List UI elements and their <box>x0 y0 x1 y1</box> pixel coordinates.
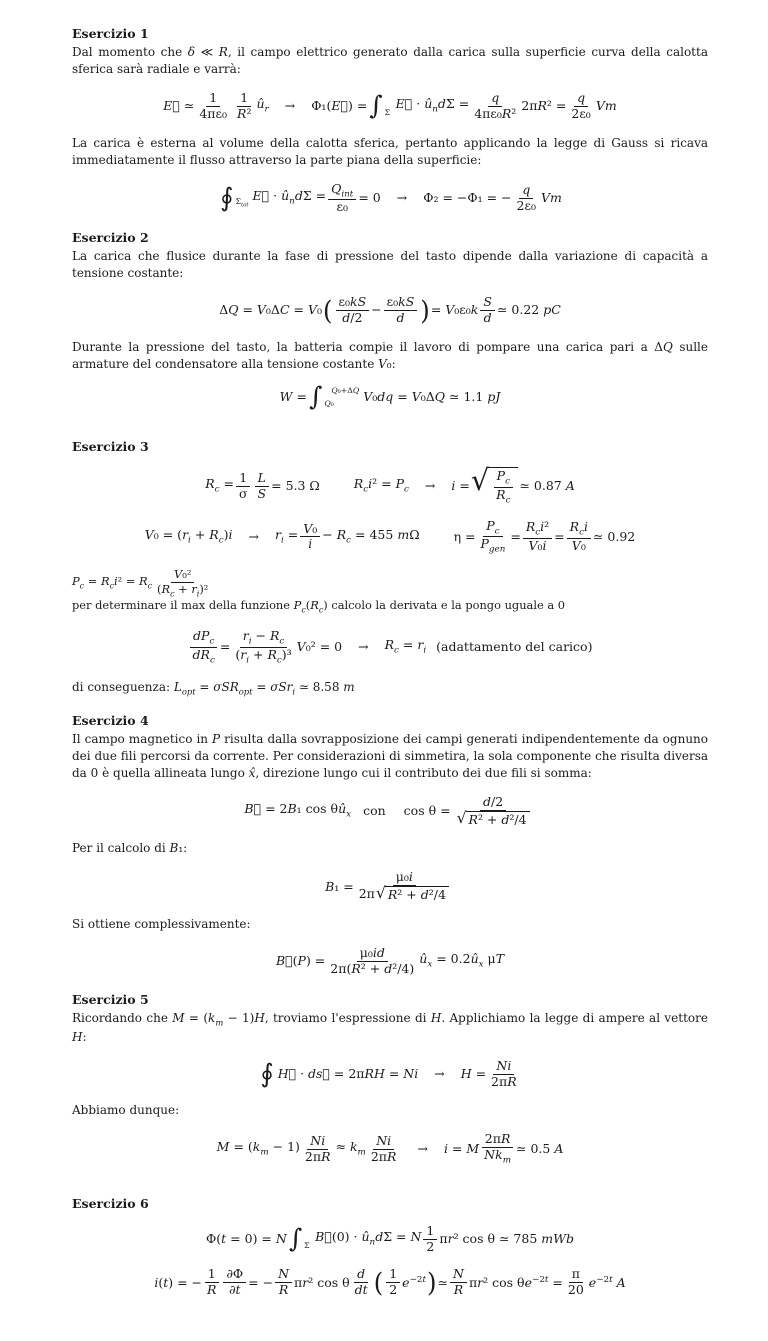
fraction-denominator: 2πR <box>491 1073 517 1089</box>
fraction-numerator: ε₀kS <box>336 295 370 311</box>
math-text: V₀² = 0 <box>296 639 343 655</box>
fraction-denominator <box>453 808 534 828</box>
integral <box>220 182 249 213</box>
fraction <box>453 795 534 828</box>
fraction <box>204 1267 219 1298</box>
fraction-numerator: S <box>480 295 495 311</box>
fraction <box>356 870 453 903</box>
fraction-numerator: q <box>488 91 502 107</box>
integral-lower-limit: Σ <box>384 107 391 117</box>
math-text: $r_i$ = <box>274 526 299 546</box>
fraction-numerator: π <box>569 1267 583 1283</box>
exercise-6-equation-1 <box>72 1224 708 1255</box>
fraction-denominator: d <box>396 310 405 325</box>
fraction-denominator: 2ε₀ <box>571 105 591 121</box>
exercise-4-equation-1 <box>72 795 708 828</box>
fraction-numerator: d/2 <box>480 795 506 811</box>
math-text: → <box>417 1141 428 1157</box>
exercise-5-paragraph-1: Ricordando che $M = (k_m - 1)H$, troviamo l'espressione di H. Applichiamo la legge di ampere al vettore H: <box>72 1010 708 1044</box>
fraction-denominator: R <box>278 1282 289 1298</box>
exercise-2-equation-2 <box>72 381 708 412</box>
math-text: $e^{-2t}$ A <box>588 1274 626 1290</box>
fraction-numerator: $P_c$ <box>483 519 502 538</box>
math-text: E⃗ · $û_nd\Sigma$ = <box>395 96 470 115</box>
fraction <box>232 629 294 666</box>
integral-lower-limit: Q₀ <box>324 398 334 408</box>
math-text: i(t) = − <box>154 1274 203 1290</box>
fraction-denominator: σ <box>239 485 248 501</box>
exercise-5-equation-2 <box>72 1132 708 1166</box>
fraction-denominator: V₀i <box>528 537 547 553</box>
fraction <box>275 1267 292 1298</box>
fraction <box>236 471 251 502</box>
math-spacer <box>233 536 249 537</box>
fraction-denominator <box>356 886 453 903</box>
integral <box>260 1058 274 1089</box>
fraction-numerator: 1 <box>206 91 220 107</box>
math-text: cos θ = <box>403 803 451 819</box>
math-text: per determinare il max della funzione $P_c(R_c)$ calcolo la derivata e la pongo uguale a 0 <box>72 598 565 615</box>
fraction-numerator: N <box>275 1267 292 1283</box>
fraction <box>336 295 370 326</box>
fraction-numerator: ε₀kS <box>384 295 418 311</box>
fraction-numerator: μ₀id <box>357 946 388 962</box>
math-text: = 0 <box>358 190 381 206</box>
math-text: W = <box>279 389 307 405</box>
integral-sign: ∫ <box>288 1223 303 1254</box>
math-text: con <box>363 803 386 819</box>
math-spacer <box>381 198 397 199</box>
exercise-5-section <box>72 992 708 1166</box>
math-spacer <box>426 647 436 648</box>
square-root <box>470 462 519 506</box>
math-text: 2π <box>358 886 375 902</box>
math-text: B₁ = <box>325 878 354 894</box>
math-text: R² + d²/4 <box>468 811 527 827</box>
exercise-1-equation-1 <box>72 91 708 122</box>
fraction <box>450 1267 467 1298</box>
integral-sign: ∮ <box>220 182 234 213</box>
big-parenthesis: ( <box>323 294 333 326</box>
radical-sign: √ <box>375 884 386 903</box>
exercise-4-paragraph-1: Il campo magnetico in P risulta dalla sovrapposizione dei campi generati indipendentemente da ognuno dei due fili percorsi da corrente. Per considerazioni di simmetira, la sola componente che risulta diversa da 0 è quella allineata lungo x̂, direzione lungo cui il contributo dei due fili si somma: <box>72 731 708 780</box>
fraction-denominator: 20 <box>567 1282 584 1298</box>
math-text: ≈ $k_m$ <box>335 1139 366 1158</box>
fraction <box>423 1224 437 1255</box>
fraction <box>300 522 320 553</box>
math-text: $R_ci^2 = P_c$ <box>353 476 409 495</box>
fraction-denominator: R² <box>237 105 252 121</box>
fraction <box>190 629 218 666</box>
math-text: ≃ 0.22 pC <box>496 302 561 318</box>
exercise-5-heading: Esercizio 5 <box>72 991 149 1007</box>
fraction-denominator: 2 <box>389 1282 398 1298</box>
math-spacer <box>386 811 404 812</box>
fraction <box>478 519 509 556</box>
math-text: $R_c = r_i$ <box>384 637 427 656</box>
exercise-1-paragraph-2: La carica è esterna al volume della calotta sferica, pertanto applicando la legge di Gauss si ricava immediatamente il flusso attraverso la parte piana della superficie: <box>72 135 708 167</box>
radicand <box>466 811 530 828</box>
math-spacer <box>351 811 363 812</box>
fraction-numerator: $r_i - R_c$ <box>240 629 288 648</box>
exercise-2-heading: Esercizio 2 <box>72 230 149 246</box>
fraction-denominator: d <box>483 310 492 325</box>
square-root <box>376 886 449 903</box>
math-text: (adattamento del carico) <box>436 639 593 655</box>
math-text: − $R_c = 455$ mΩ <box>322 526 420 546</box>
exercise-3-paragraph-1: di conseguenza: $L_{opt} = \sigma SR_{opt} = \sigma Sr_i$ ≃ 8.58 m <box>72 679 355 696</box>
exercise-6-equation-2 <box>72 1267 708 1298</box>
fraction-denominator: R <box>453 1282 464 1298</box>
exercise-4-equation-2 <box>72 870 708 903</box>
exercise-4-section <box>72 713 708 977</box>
fraction-denominator: S <box>257 485 267 501</box>
math-text: πr² cos θ ≃ 785 mWb <box>439 1231 574 1247</box>
fraction-numerator: ∂Φ <box>223 1267 246 1283</box>
math-text: $R_c$ = <box>205 476 234 495</box>
fraction-numerator: 1 <box>236 471 250 487</box>
integral-lower-limit: $\Sigma_{tot}$ <box>235 197 249 209</box>
math-text: = <box>219 639 231 655</box>
exercise-4-equation-3 <box>72 946 708 977</box>
exercise-1-paragraph-1: Dal momento che δ ≪ R, il campo elettrico generato dalla carica sulla superficie curva della calotta sferica sarà radiale e varrà: <box>72 45 708 77</box>
fraction-numerator: $R_ci^2$ <box>523 520 552 539</box>
exercise-5-equation-1 <box>72 1059 708 1090</box>
math-text: → <box>248 528 259 544</box>
math-spacer <box>342 647 358 648</box>
fraction-denominator: ε₀ <box>336 199 348 215</box>
integral-limits <box>235 187 248 210</box>
square-root <box>456 808 530 828</box>
exercise-6-section <box>72 1196 708 1298</box>
fraction <box>386 1267 400 1298</box>
fraction-numerator: L <box>255 471 269 487</box>
integral-limits <box>324 386 359 409</box>
math-text: H⃗ · ds⃗ = 2πRH = Ni <box>277 1065 419 1081</box>
fraction-numerator: q <box>574 91 588 107</box>
math-text: $M = (k_m - 1)$ <box>216 1139 300 1158</box>
radical-sign: √ <box>456 808 467 827</box>
math-text: $e^{-2t}$ <box>402 1274 427 1290</box>
radicand <box>488 467 518 506</box>
exercise-6-heading: Esercizio 6 <box>72 1195 149 1211</box>
fraction <box>514 183 539 214</box>
math-text: $V_0 = (r_i + R_c)i$ <box>144 526 233 546</box>
exercise-3-section <box>72 439 708 698</box>
math-spacer <box>320 486 354 487</box>
fraction <box>471 91 519 122</box>
math-text: πr² cos θ <box>294 1274 350 1290</box>
fraction-numerator: 1 <box>205 1267 219 1283</box>
math-text: i = <box>451 478 470 494</box>
fraction-numerator: Ni <box>493 1059 514 1075</box>
exercise-3-equation-3 <box>72 568 708 616</box>
exercise-3-equation-2 <box>72 519 708 556</box>
math-text: − <box>371 302 382 318</box>
exercise-4-heading: Esercizio 4 <box>72 712 149 728</box>
fraction <box>384 295 418 326</box>
integral-sign: ∫ <box>308 381 323 412</box>
integral-lower-limit: Σ <box>304 1240 310 1250</box>
fraction <box>523 520 552 554</box>
math-text: ≃ 0.5 A <box>516 1141 564 1157</box>
fraction <box>302 1134 334 1165</box>
math-spacer <box>269 106 285 107</box>
radical-sign: √ <box>470 462 490 497</box>
math-text: Φ₁(E⃗) = <box>311 98 368 114</box>
exercise-1-heading: Esercizio 1 <box>72 26 149 41</box>
fraction-numerator: N <box>450 1267 467 1283</box>
fraction <box>328 182 356 216</box>
fraction-numerator: μ₀i <box>393 870 416 886</box>
fraction-denominator: R <box>207 1282 217 1298</box>
exercise-4-paragraph-3: Si ottiene complessivamente: <box>72 916 251 931</box>
exercise-3-equation-4 <box>72 629 708 666</box>
math-text: → <box>396 190 408 206</box>
math-text: B⃗(P) = <box>275 953 326 969</box>
exercise-2-paragraph-2: Durante la pressione del tasto, la batteria compie il lavoro di pompare una carica pari a ΔQ sulle armature del condensatore alla tensione costante V₀: <box>72 339 708 371</box>
math-spacer <box>420 536 454 537</box>
big-parenthesis: ( <box>373 1266 384 1299</box>
integral-sign: ∫ <box>369 90 383 121</box>
fraction-numerator: q <box>519 183 533 199</box>
integral <box>308 381 360 412</box>
fraction-numerator: 1 <box>423 1224 437 1240</box>
fraction-denominator: $dR_c$ <box>192 646 215 666</box>
fraction-denominator: $R_c$ <box>496 486 511 506</box>
math-spacer <box>428 1149 444 1150</box>
fraction-denominator: V₀ <box>571 537 586 553</box>
fraction-denominator: d/2 <box>342 310 363 325</box>
math-text: = 5.3 Ω <box>271 478 320 494</box>
exercise-2-section <box>72 230 708 412</box>
fraction-denominator: 4πε₀R² <box>474 105 517 121</box>
math-spacer <box>369 647 385 648</box>
fraction-numerator: Ni <box>307 1134 328 1150</box>
math-text: E⃗ ≃ <box>163 98 195 114</box>
fraction-denominator: 2 <box>426 1238 435 1254</box>
integral <box>369 90 391 121</box>
big-parenthesis: ) <box>420 294 430 326</box>
math-text: ≃ <box>437 1274 449 1290</box>
fraction <box>352 1267 371 1298</box>
math-text: ≃ 0.92 <box>592 528 636 544</box>
fraction-denominator: 4πε₀ <box>199 105 228 121</box>
math-text: → <box>424 478 436 494</box>
fraction <box>196 91 230 122</box>
math-text: B⃗ = 2B₁ $\cos \theta û_x$ <box>244 801 352 820</box>
math-spacer <box>418 1074 434 1075</box>
math-text: ΔQ = V₀ΔC = V₀ <box>219 302 323 318</box>
math-spacer <box>445 1074 461 1075</box>
radicand <box>385 886 449 903</box>
math-text: Φ₂ = −Φ₁ = − <box>423 190 512 206</box>
integral-upper-limit <box>242 187 248 195</box>
math-text: R² + d²/4 <box>387 887 446 903</box>
math-text: = <box>554 528 565 544</box>
math-text: = − <box>248 1274 274 1290</box>
math-text: $û_r$ <box>256 96 269 115</box>
integral-limits <box>385 95 392 118</box>
fraction-numerator: $Q_{int}$ <box>328 182 356 201</box>
math-text: H = <box>460 1065 487 1081</box>
math-text: πr² $\cos \theta e^{-2t}$ = <box>468 1274 563 1290</box>
fraction-denominator: $Nk_m$ <box>484 1147 511 1166</box>
fraction-numerator: V₀² <box>171 568 194 582</box>
math-text: → <box>434 1065 445 1081</box>
fraction-numerator: 1 <box>237 91 251 107</box>
math-text: $û_x$ = $0.2û_x$ μT <box>419 951 505 970</box>
fraction <box>493 469 513 506</box>
math-text: Vm <box>540 190 562 206</box>
fraction <box>234 91 254 122</box>
math-text: Vm <box>595 98 617 114</box>
fraction <box>480 295 495 326</box>
big-parenthesis: ) <box>427 1266 437 1299</box>
exercise-4-paragraph-2: Per il calcolo di B₁: <box>72 841 188 856</box>
math-spacer <box>213 583 225 584</box>
math-text: Φ(t = 0) = N <box>206 1231 287 1247</box>
math-text: 2πR² = <box>521 98 567 114</box>
fraction <box>327 946 417 977</box>
fraction-numerator: Ni <box>373 1134 394 1150</box>
fraction-denominator: ∂t <box>229 1282 241 1298</box>
exercise-5-paragraph-2: Abbiamo dunque: <box>72 1103 180 1118</box>
math-text: = <box>510 528 521 544</box>
math-text: V₀dq = V₀ΔQ ≃ 1.1 pJ <box>363 389 501 405</box>
fraction <box>567 520 591 554</box>
math-text: → <box>358 639 369 655</box>
math-text: i = M <box>443 1141 480 1157</box>
math-spacer <box>407 198 423 199</box>
fraction-denominator: 2ε₀ <box>516 197 536 213</box>
exercise-3-heading: Esercizio 3 <box>72 438 149 454</box>
integral-limits <box>304 1228 311 1251</box>
math-text: ≃ 0.87 A <box>519 478 575 494</box>
exercise-1-section <box>72 26 708 215</box>
fraction-numerator: 2πR <box>482 1132 514 1148</box>
integral <box>288 1223 311 1254</box>
fraction-denominator: $(r_i + R_c)^3$ <box>235 646 292 666</box>
fraction-denominator: $P_{gen}$ <box>480 536 506 555</box>
fraction-numerator: d <box>354 1267 368 1283</box>
fraction <box>565 1267 587 1298</box>
fraction-numerator: $R_ci$ <box>567 520 591 539</box>
fraction <box>368 1134 400 1165</box>
fraction-numerator: 1 <box>386 1267 400 1283</box>
math-text: η = <box>453 528 476 544</box>
fraction <box>223 1267 246 1298</box>
math-spacer <box>409 486 425 487</box>
fraction-numerator: $dP_c$ <box>190 629 217 648</box>
integral-upper-limit: Q₀+ΔQ <box>331 385 360 395</box>
math-text: → <box>284 98 296 114</box>
fraction <box>154 568 211 598</box>
fraction-denominator: i <box>308 536 313 552</box>
math-spacer <box>295 106 311 107</box>
fraction-numerator: $P_c$ <box>494 469 513 488</box>
fraction <box>481 1132 514 1166</box>
integral-sign: ∮ <box>260 1058 274 1089</box>
math-spacer <box>259 536 275 537</box>
fraction-denominator: 2πR <box>370 1148 397 1164</box>
math-text: E⃗ · $û_nd\Sigma$ = <box>252 188 327 207</box>
fraction-denominator: $(R_c + r_i)^2$ <box>157 581 209 598</box>
fraction <box>488 1059 520 1090</box>
math-spacer <box>401 1149 417 1150</box>
fraction <box>255 471 270 502</box>
fraction-denominator: 2π(R² + d²/4) <box>330 960 415 976</box>
exercise-2-equation-1 <box>72 295 708 326</box>
fraction-denominator: dt <box>354 1282 368 1298</box>
math-text: = V₀ε₀k <box>430 302 479 318</box>
exercise-1-equation-2 <box>72 182 708 216</box>
exercise-3-equation-1 <box>72 462 708 506</box>
fraction-denominator: 2πR <box>304 1148 331 1164</box>
fraction <box>568 91 593 122</box>
exercise-2-paragraph-1: La carica che flusice durante la fase di pressione del tasto dipende dalla variazione di capacità a tensione costante: <box>72 249 708 281</box>
math-spacer <box>435 486 451 487</box>
math-text: B⃗(0) · $û_nd\Sigma = N$ <box>315 1229 422 1248</box>
math-text: $P_c = R_ci^2 = R_c$ <box>72 574 153 591</box>
fraction-numerator: V₀ <box>300 522 320 538</box>
